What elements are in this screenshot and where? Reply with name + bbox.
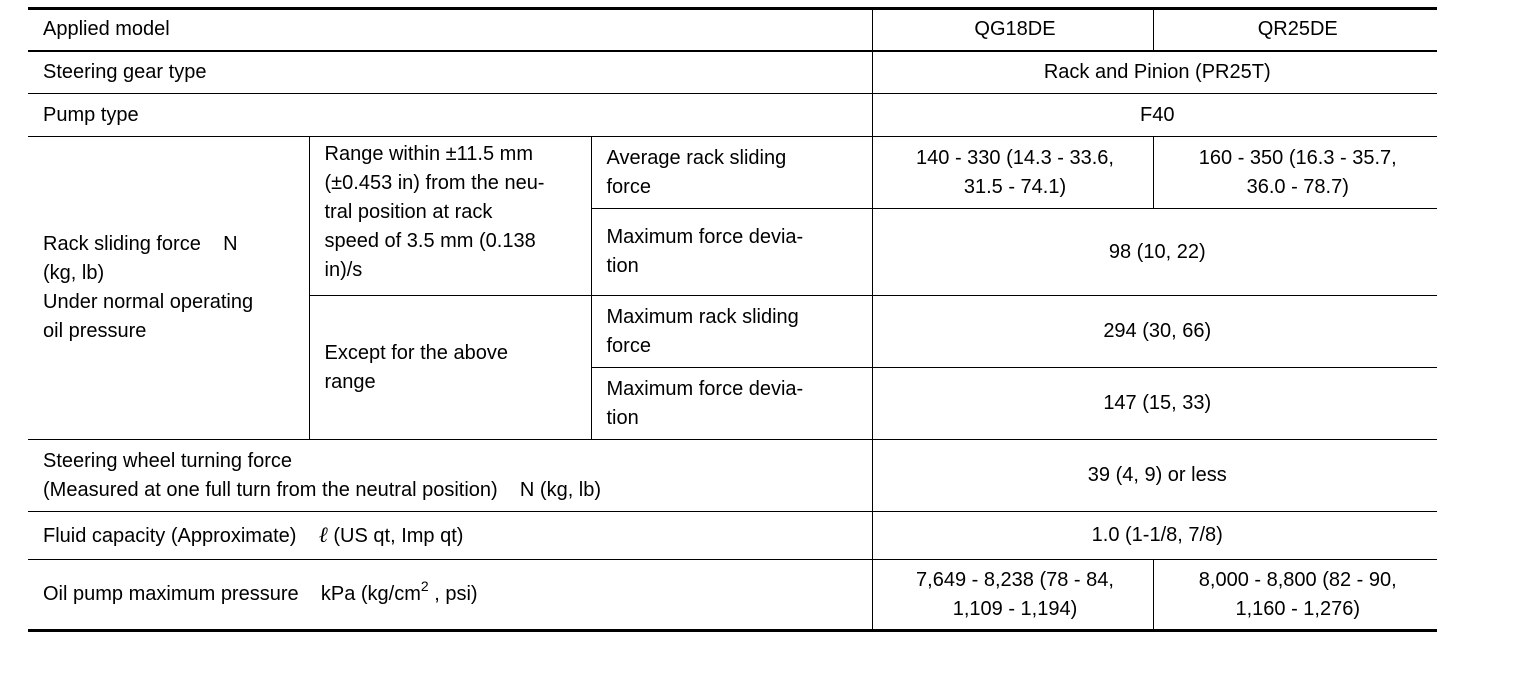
- pump-type-value: F40: [872, 94, 1437, 137]
- fluid-capacity-label: [28, 512, 872, 560]
- dev-label-line: tion: [606, 406, 639, 429]
- max-force-deviation-value: 98 (10, 22): [872, 209, 1437, 296]
- model-qr25de: QR25DE: [1153, 9, 1437, 51]
- oil-label-text: Oil pump maximum pressure kPa (kg/cm: [43, 583, 421, 605]
- dev-label-line: Maximum force devia-: [606, 377, 804, 400]
- value-line: 1,160 - 1,276): [1235, 597, 1361, 620]
- header-row: [28, 9, 1437, 51]
- value-line: 140 - 330 (14.3 - 33.6,: [916, 146, 1114, 169]
- rack-sliding-force-label: [28, 137, 309, 440]
- rack-label-line: (kg, lb): [43, 262, 105, 284]
- value-line: 1,109 - 1,194): [952, 597, 1078, 620]
- range-line: tral position at rack: [324, 201, 493, 223]
- range-within-label: [309, 137, 591, 296]
- oil-pump-pressure-qg18de: [872, 560, 1153, 631]
- fluid-capacity-row: [28, 512, 1437, 560]
- range-line: Range within ±11.5 mm: [324, 143, 533, 165]
- avg-label-line: force: [606, 175, 651, 198]
- max-force-deviation-label: [591, 209, 872, 296]
- average-rack-force-qg18de: [872, 137, 1153, 209]
- range-line: range: [324, 370, 376, 393]
- wheel-label-line: (Measured at one full turn from the neutral position) N (kg, lb): [43, 478, 602, 501]
- oil-pump-pressure-row: [28, 560, 1437, 631]
- model-qg18de: QG18DE: [872, 9, 1153, 51]
- value-line: 160 - 350 (16.3 - 35.7,: [1198, 146, 1397, 169]
- pump-type-label: Pump type: [28, 94, 872, 137]
- avg-label-line: Average rack sliding: [606, 146, 787, 169]
- except-range-label: [309, 296, 591, 440]
- rack-label-line: Under normal operating: [43, 291, 254, 313]
- range-line: Except for the above: [324, 341, 508, 364]
- steering-gear-label: Steering gear type: [28, 51, 872, 94]
- rack-label-line: oil pressure: [43, 320, 147, 342]
- rack-label-line: Rack sliding force N: [43, 233, 238, 255]
- wheel-label-line: Steering wheel turning force: [43, 449, 293, 472]
- oil-unit-text: , psi): [428, 583, 478, 605]
- value-line: 31.5 - 74.1): [963, 175, 1067, 198]
- max-label-line: Maximum rack sliding: [606, 305, 799, 328]
- specifications-table: [28, 7, 1437, 632]
- steering-wheel-force-row: [28, 440, 1437, 512]
- max-rack-force-label: [591, 296, 872, 368]
- dev-label-line: Maximum force devia-: [606, 226, 804, 248]
- litre-symbol: ℓ: [318, 522, 328, 548]
- value-line: 8,000 - 8,800 (82 - 90,: [1198, 568, 1397, 591]
- oil-pump-pressure-qr25de: [1153, 560, 1437, 631]
- range-line: speed of 3.5 mm (0.138: [324, 230, 536, 252]
- steering-wheel-force-label: [28, 440, 872, 512]
- max-rack-force-value: 294 (30, 66): [872, 296, 1437, 368]
- fluid-label-text: Fluid capacity (Approximate): [43, 524, 297, 547]
- value-line: 36.0 - 78.7): [1246, 175, 1349, 198]
- range-line: in)/s: [324, 259, 363, 281]
- max-force-deviation-value: 147 (15, 33): [872, 368, 1437, 440]
- steering-wheel-force-value: 39 (4, 9) or less: [872, 440, 1437, 512]
- range-line: (±0.453 in) from the neu-: [324, 172, 545, 194]
- fluid-unit-text: (US qt, Imp qt): [327, 524, 464, 547]
- oil-pump-pressure-label: [28, 560, 872, 631]
- max-label-line: force: [606, 334, 651, 357]
- average-rack-force-qr25de: [1153, 137, 1437, 209]
- steering-gear-value: Rack and Pinion (PR25T): [872, 51, 1437, 94]
- applied-model-label: Applied model: [28, 9, 872, 51]
- steering-gear-row: [28, 51, 1437, 94]
- average-rack-force-row: [28, 137, 1437, 209]
- fluid-capacity-value: 1.0 (1-1/8, 7/8): [872, 512, 1437, 560]
- dev-label-line: tion: [606, 255, 639, 277]
- squared-superscript: 2: [420, 578, 429, 594]
- pump-type-row: [28, 94, 1437, 137]
- value-line: 7,649 - 8,238 (78 - 84,: [916, 568, 1114, 591]
- average-rack-force-label: [591, 137, 872, 209]
- max-force-deviation-label: [591, 368, 872, 440]
